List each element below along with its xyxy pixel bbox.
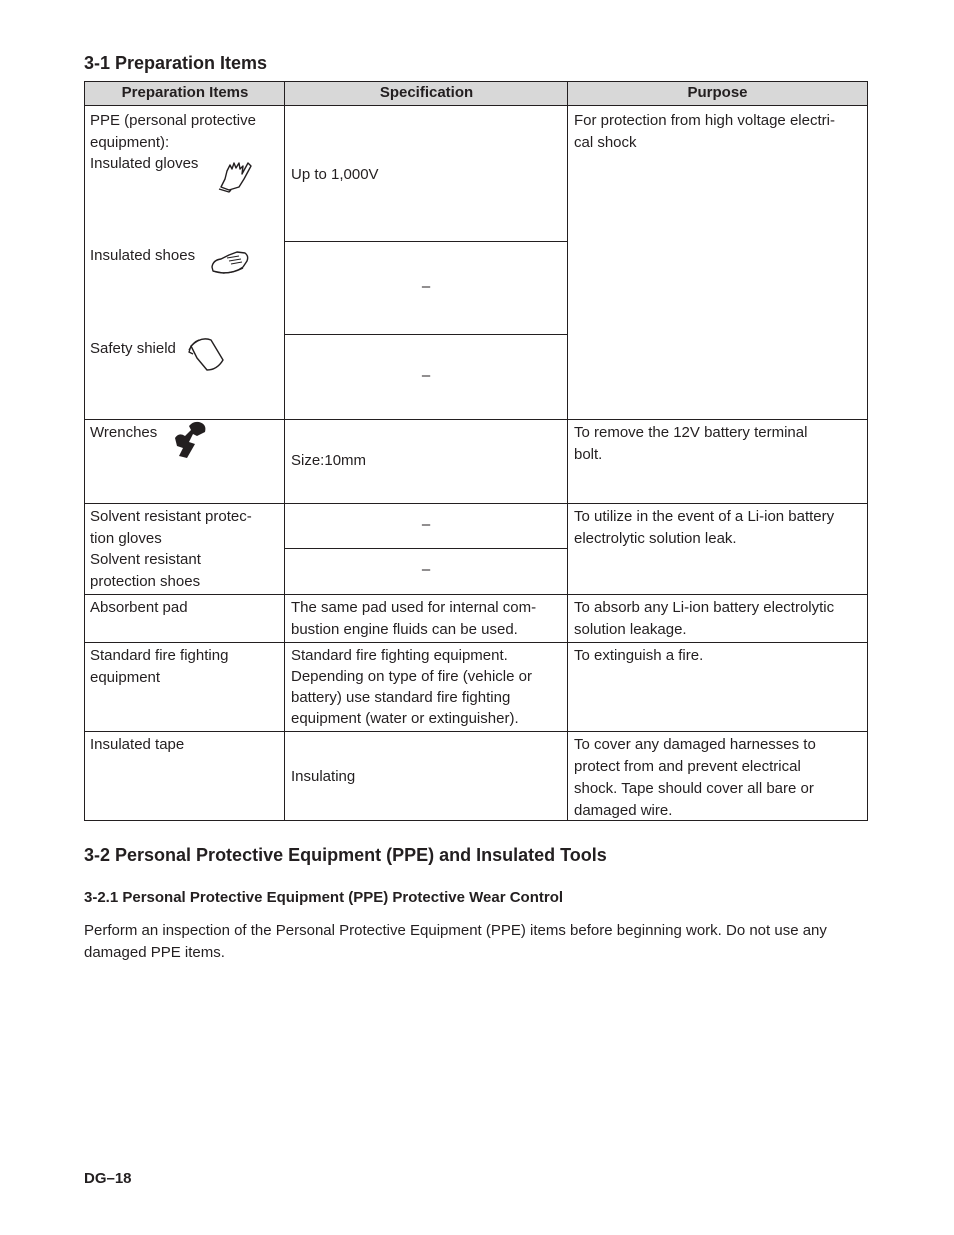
solvent-shoes-spec: –	[421, 561, 431, 578]
wrenches-label: Wrenches	[90, 424, 158, 441]
fire-equipment-spec: Standard fire fighting equipment. Depending on type of fire (vehicle or battery) use standard fire fighting equipment (water or extinguisher).	[291, 647, 532, 727]
column-header-items: Preparation Items	[85, 82, 285, 106]
section-heading-ppe: 3-2 Personal Protective Equipment (PPE) and Insulated Tools	[84, 845, 607, 865]
section-heading-preparation-items: 3-1 Preparation Items	[84, 53, 268, 73]
insulated-tape-spec: Insulating	[291, 768, 356, 785]
insulated-gloves-label: Insulated gloves	[90, 155, 199, 172]
ppe-item-label: PPE (personal protective equipment): Insulated gloves	[90, 110, 256, 175]
shoe-icon	[209, 247, 251, 277]
insulated-shoes-label: Insulated shoes	[90, 247, 196, 264]
fire-equipment-purpose: To extinguish a fire.	[574, 647, 704, 664]
fire-equipment-label: Standard fire fighting equipment	[90, 647, 229, 686]
shoes-spec: –	[421, 278, 431, 295]
gloves-spec: Up to 1,000V	[291, 166, 379, 183]
glove-icon	[215, 157, 255, 193]
insulated-tape-label: Insulated tape	[90, 736, 185, 753]
column-header-specification: Specification	[285, 82, 568, 106]
row-divider	[285, 241, 568, 242]
row-divider	[85, 594, 867, 595]
row-divider	[285, 334, 568, 335]
absorbent-pad-purpose: To absorb any Li-ion battery electrolytic solution leakage.	[574, 599, 835, 638]
face-shield-icon	[187, 334, 225, 372]
shield-spec: –	[421, 367, 431, 384]
absorbent-pad-spec: The same pad used for internal com- bustion engine fluids can be used.	[291, 599, 537, 638]
preparation-items-table	[84, 81, 868, 821]
ppe-purpose: For protection from high voltage electri- cal shock	[574, 112, 835, 151]
solvent-gloves-spec: –	[421, 516, 431, 533]
column-divider	[284, 82, 285, 820]
wrenches-spec: Size:10mm	[291, 452, 367, 469]
insulated-tape-purpose: To cover any damaged harnesses to protect from and prevent electrical shock. Tape should cover all bare or damaged wire.	[574, 736, 816, 819]
wrench-icon	[169, 420, 209, 460]
safety-shield-label: Safety shield	[90, 340, 176, 357]
subsection-heading-ppe-control: 3-2.1 Personal Protective Equipment (PPE) Protective Wear Control	[84, 889, 564, 906]
row-divider	[85, 503, 867, 504]
absorbent-pad-label: Absorbent pad	[90, 599, 188, 616]
row-divider	[85, 731, 867, 732]
row-divider	[85, 642, 867, 643]
solvent-purpose: To utilize in the event of a Li-ion battery electrolytic solution leak.	[574, 508, 835, 547]
body-paragraph: Perform an inspection of the Personal Protective Equipment (PPE) items before beginning work. Do not use any damaged PPE items.	[84, 922, 827, 961]
column-header-purpose: Purpose	[568, 82, 867, 106]
row-divider	[285, 548, 568, 549]
page-number: DG–18	[84, 1170, 132, 1187]
wrenches-purpose: To remove the 12V battery terminal bolt.	[574, 424, 808, 463]
column-divider	[567, 82, 568, 820]
solvent-items-label: Solvent resistant protec- tion gloves Solvent resistant protection shoes	[90, 508, 252, 590]
